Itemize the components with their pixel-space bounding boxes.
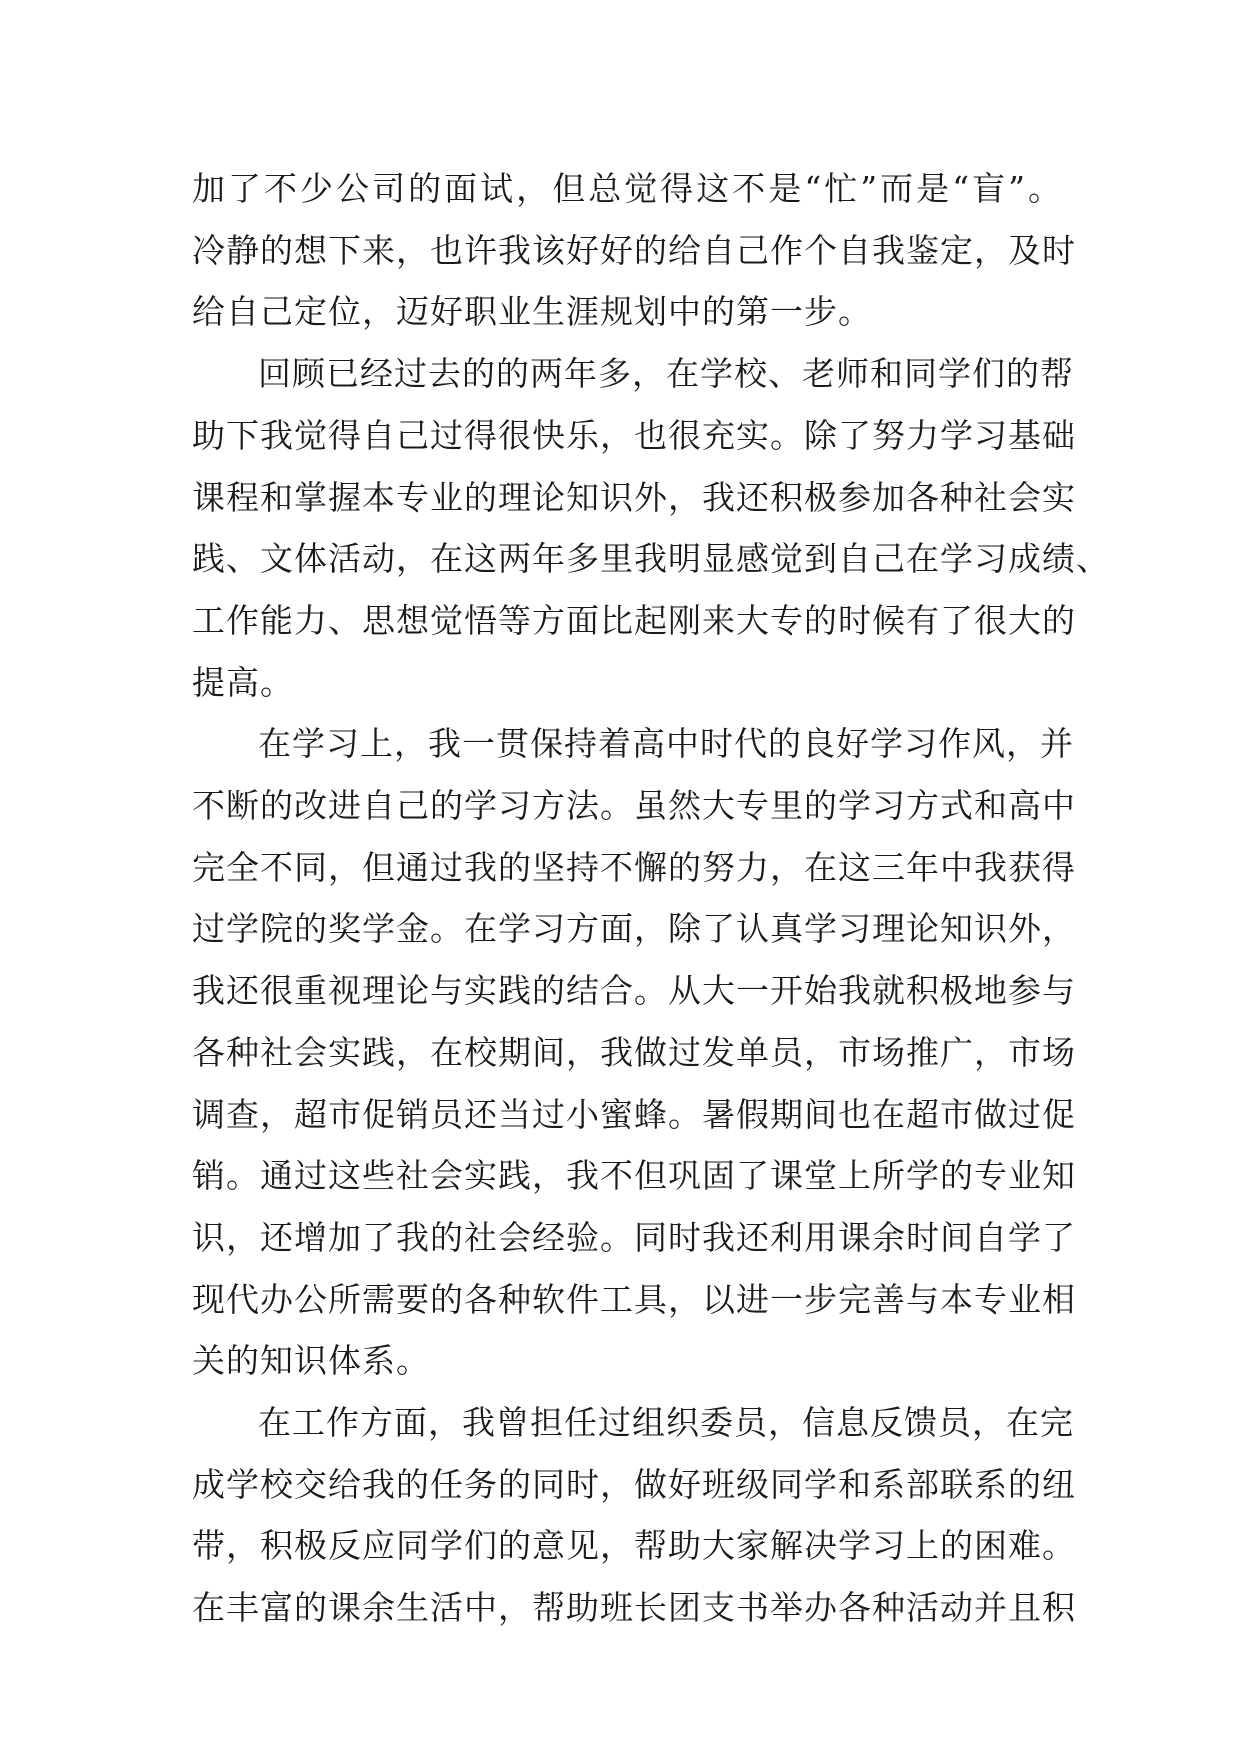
text-line: 调查，超市促销员还当过小蜜蜂。暑假期间也在超市做过促	[192, 1094, 1076, 1134]
text-line: 提高。	[192, 662, 294, 702]
text-line: 不断的改进自己的学习方法。虽然大专里的学习方式和高中	[192, 786, 1076, 826]
text-line: 工作能力、思想觉悟等方面比起刚来大专的时候有了很大的	[192, 600, 1076, 640]
document-body	[192, 158, 1110, 1639]
text-line: 识，还增加了我的社会经验。同时我还利用课余时间自学了	[192, 1217, 1076, 1257]
text-line: 加了不少公司的面试，但总觉得这不是“忙”而是“盲”。	[192, 169, 1062, 208]
text-line: 各种社会实践，在校期间，我做过发单员，市场推广，市场	[192, 1032, 1076, 1072]
text-line: 完全不同，但通过我的坚持不懈的努力，在这三年中我获得	[192, 847, 1076, 887]
text-line: 在学习上，我一贯保持着高中时代的良好学习作风，并	[258, 724, 1074, 764]
text-line: 课程和掌握本专业的理论知识外，我还积极参加各种社会实	[192, 477, 1076, 517]
text-line: 现代办公所需要的各种软件工具，以进一步完善与本专业相	[192, 1279, 1076, 1319]
text-line: 助下我觉得自己过得很快乐，也很充实。除了努力学习基础	[192, 415, 1076, 455]
text-line: 关的知识体系。	[192, 1341, 430, 1381]
text-line: 在丰富的课余生活中，帮助班长团支书举办各种活动并且积	[192, 1588, 1076, 1628]
text-line: 销。通过这些社会实践，我不但巩固了课堂上所学的专业知	[192, 1156, 1076, 1196]
text-line: 过学院的奖学金。在学习方面，除了认真学习理论知识外，	[192, 909, 1076, 949]
text-line: 成学校交给我的任务的同时，做好班级同学和系部联系的纽	[192, 1464, 1076, 1504]
text-line: 带，积极反应同学们的意见，帮助大家解决学习上的困难。	[192, 1526, 1076, 1566]
text-line: 回顾已经过去的的两年多，在学校、老师和同学们的帮	[258, 354, 1074, 394]
text-line: 在工作方面，我曾担任过组织委员，信息反馈员，在完	[258, 1403, 1074, 1443]
text-line: 冷静的想下来，也许我该好好的给自己作个自我鉴定，及时	[192, 230, 1076, 270]
text-line: 给自己定位，迈好职业生涯规划中的第一步。	[192, 292, 872, 332]
text-line: 我还很重视理论与实践的结合。从大一开始我就积极地参与	[192, 971, 1076, 1011]
text-line: 践、文体活动，在这两年多里我明显感觉到自己在学习成绩、	[192, 539, 1110, 579]
